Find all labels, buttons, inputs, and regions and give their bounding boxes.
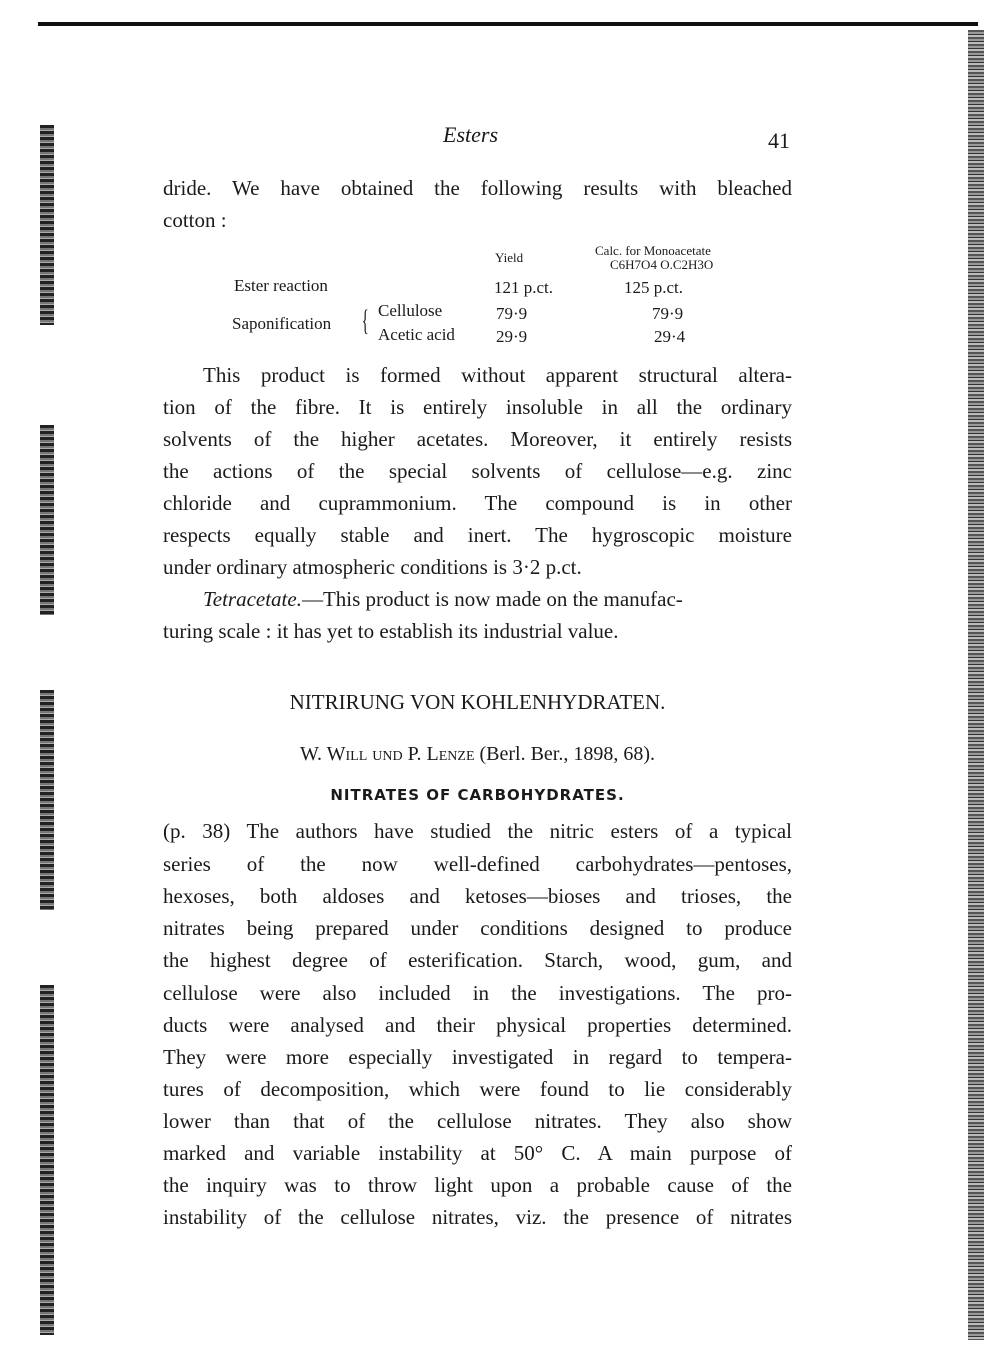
row-label: Ester reaction (234, 276, 328, 295)
cell-yield: 121 p.ct. (494, 278, 554, 297)
page-number: 41 (768, 128, 790, 153)
text-line: tion of the fibre. It is entirely insoluble in all the ordinary (163, 395, 792, 419)
running-title: Esters (443, 122, 498, 147)
text-line: cotton : (163, 208, 227, 232)
text-line: nitrates being prepared under conditions designed to produce (163, 916, 792, 940)
text-line: the highest degree of esterification. Starch, wood, gum, and (163, 948, 792, 972)
binding-mark (40, 690, 54, 910)
cell-calc: 79·9 (652, 304, 684, 323)
section-subtitle: NITRATES OF CARBOHYDRATES. (330, 786, 625, 804)
page-edge-shadow (968, 30, 984, 1340)
text-line: solvents of the higher acetates. Moreover, it entirely resists (163, 427, 792, 451)
text-line: series of the now well-defined carbohydrates—pentoses, (163, 852, 792, 876)
text-line (203, 586, 792, 612)
text-line: the actions of the special solvents of cellulose—e.g. zinc (163, 459, 792, 483)
text-line: dride. We have obtained the following results with bleached (163, 176, 792, 200)
top-rule (38, 22, 978, 26)
row-group-label: Saponification (232, 314, 332, 333)
col-header-yield: Yield (495, 250, 524, 265)
cell-yield: 29·9 (496, 327, 528, 346)
text-line: cellulose were also included in the investigations. The pro- (163, 981, 792, 1005)
text: —This product is now made on the manufac- (301, 587, 683, 611)
section-title: NITRIRUNG VON KOHLENHYDRATEN. (289, 690, 666, 714)
authors: W. Will und P. Lenze (299, 743, 475, 765)
text-line: respects equally stable and inert. The hygroscopic moisture (163, 523, 792, 547)
text-line: instability of the cellulose nitrates, viz. the presence of nitrates (163, 1205, 792, 1229)
text-line: the inquiry was to throw light upon a probable cause of the (163, 1173, 792, 1197)
text-line: lower than that of the cellulose nitrates. They also show (163, 1109, 792, 1133)
brace-icon: { (361, 304, 369, 337)
text-line: marked and variable instability at 50° C. A main purpose of (163, 1141, 792, 1165)
text-line: tures of decomposition, which were found to lie considerably (163, 1077, 792, 1101)
citation: (Berl. Ber., 1898, 68). (479, 743, 656, 765)
cell-calc: 125 p.ct. (624, 278, 684, 297)
col-header-calc: Calc. for Monoacetate (595, 243, 711, 258)
section-authors (163, 743, 792, 766)
term: Tetracetate. (203, 587, 302, 611)
col-header-formula: C6H7O4 O.C2H3O (610, 257, 714, 272)
text-line: (p. 38) The authors have studied the nitric esters of a typical (163, 819, 792, 843)
text-line: under ordinary atmospheric conditions is 3·2 p.ct. (163, 555, 582, 579)
cell-calc: 29·4 (654, 327, 686, 346)
text-line: ducts were analysed and their physical properties determined. (163, 1013, 792, 1037)
text-line: chloride and cuprammonium. The compound is in other (163, 491, 792, 515)
row-label: Cellulose (378, 301, 443, 320)
binding-mark (40, 425, 54, 615)
row-label: Acetic acid (378, 325, 455, 344)
binding-mark (40, 985, 54, 1335)
text-line: This product is formed without apparent structural altera- (203, 363, 792, 387)
binding-mark (40, 125, 54, 325)
text-line: hexoses, both aldoses and ketoses—bioses and trioses, the (163, 884, 792, 908)
text-line: They were more especially investigated in regard to tempera- (163, 1045, 792, 1069)
text-line: turing scale : it has yet to establish its industrial value. (163, 619, 619, 643)
cell-yield: 79·9 (496, 304, 528, 323)
